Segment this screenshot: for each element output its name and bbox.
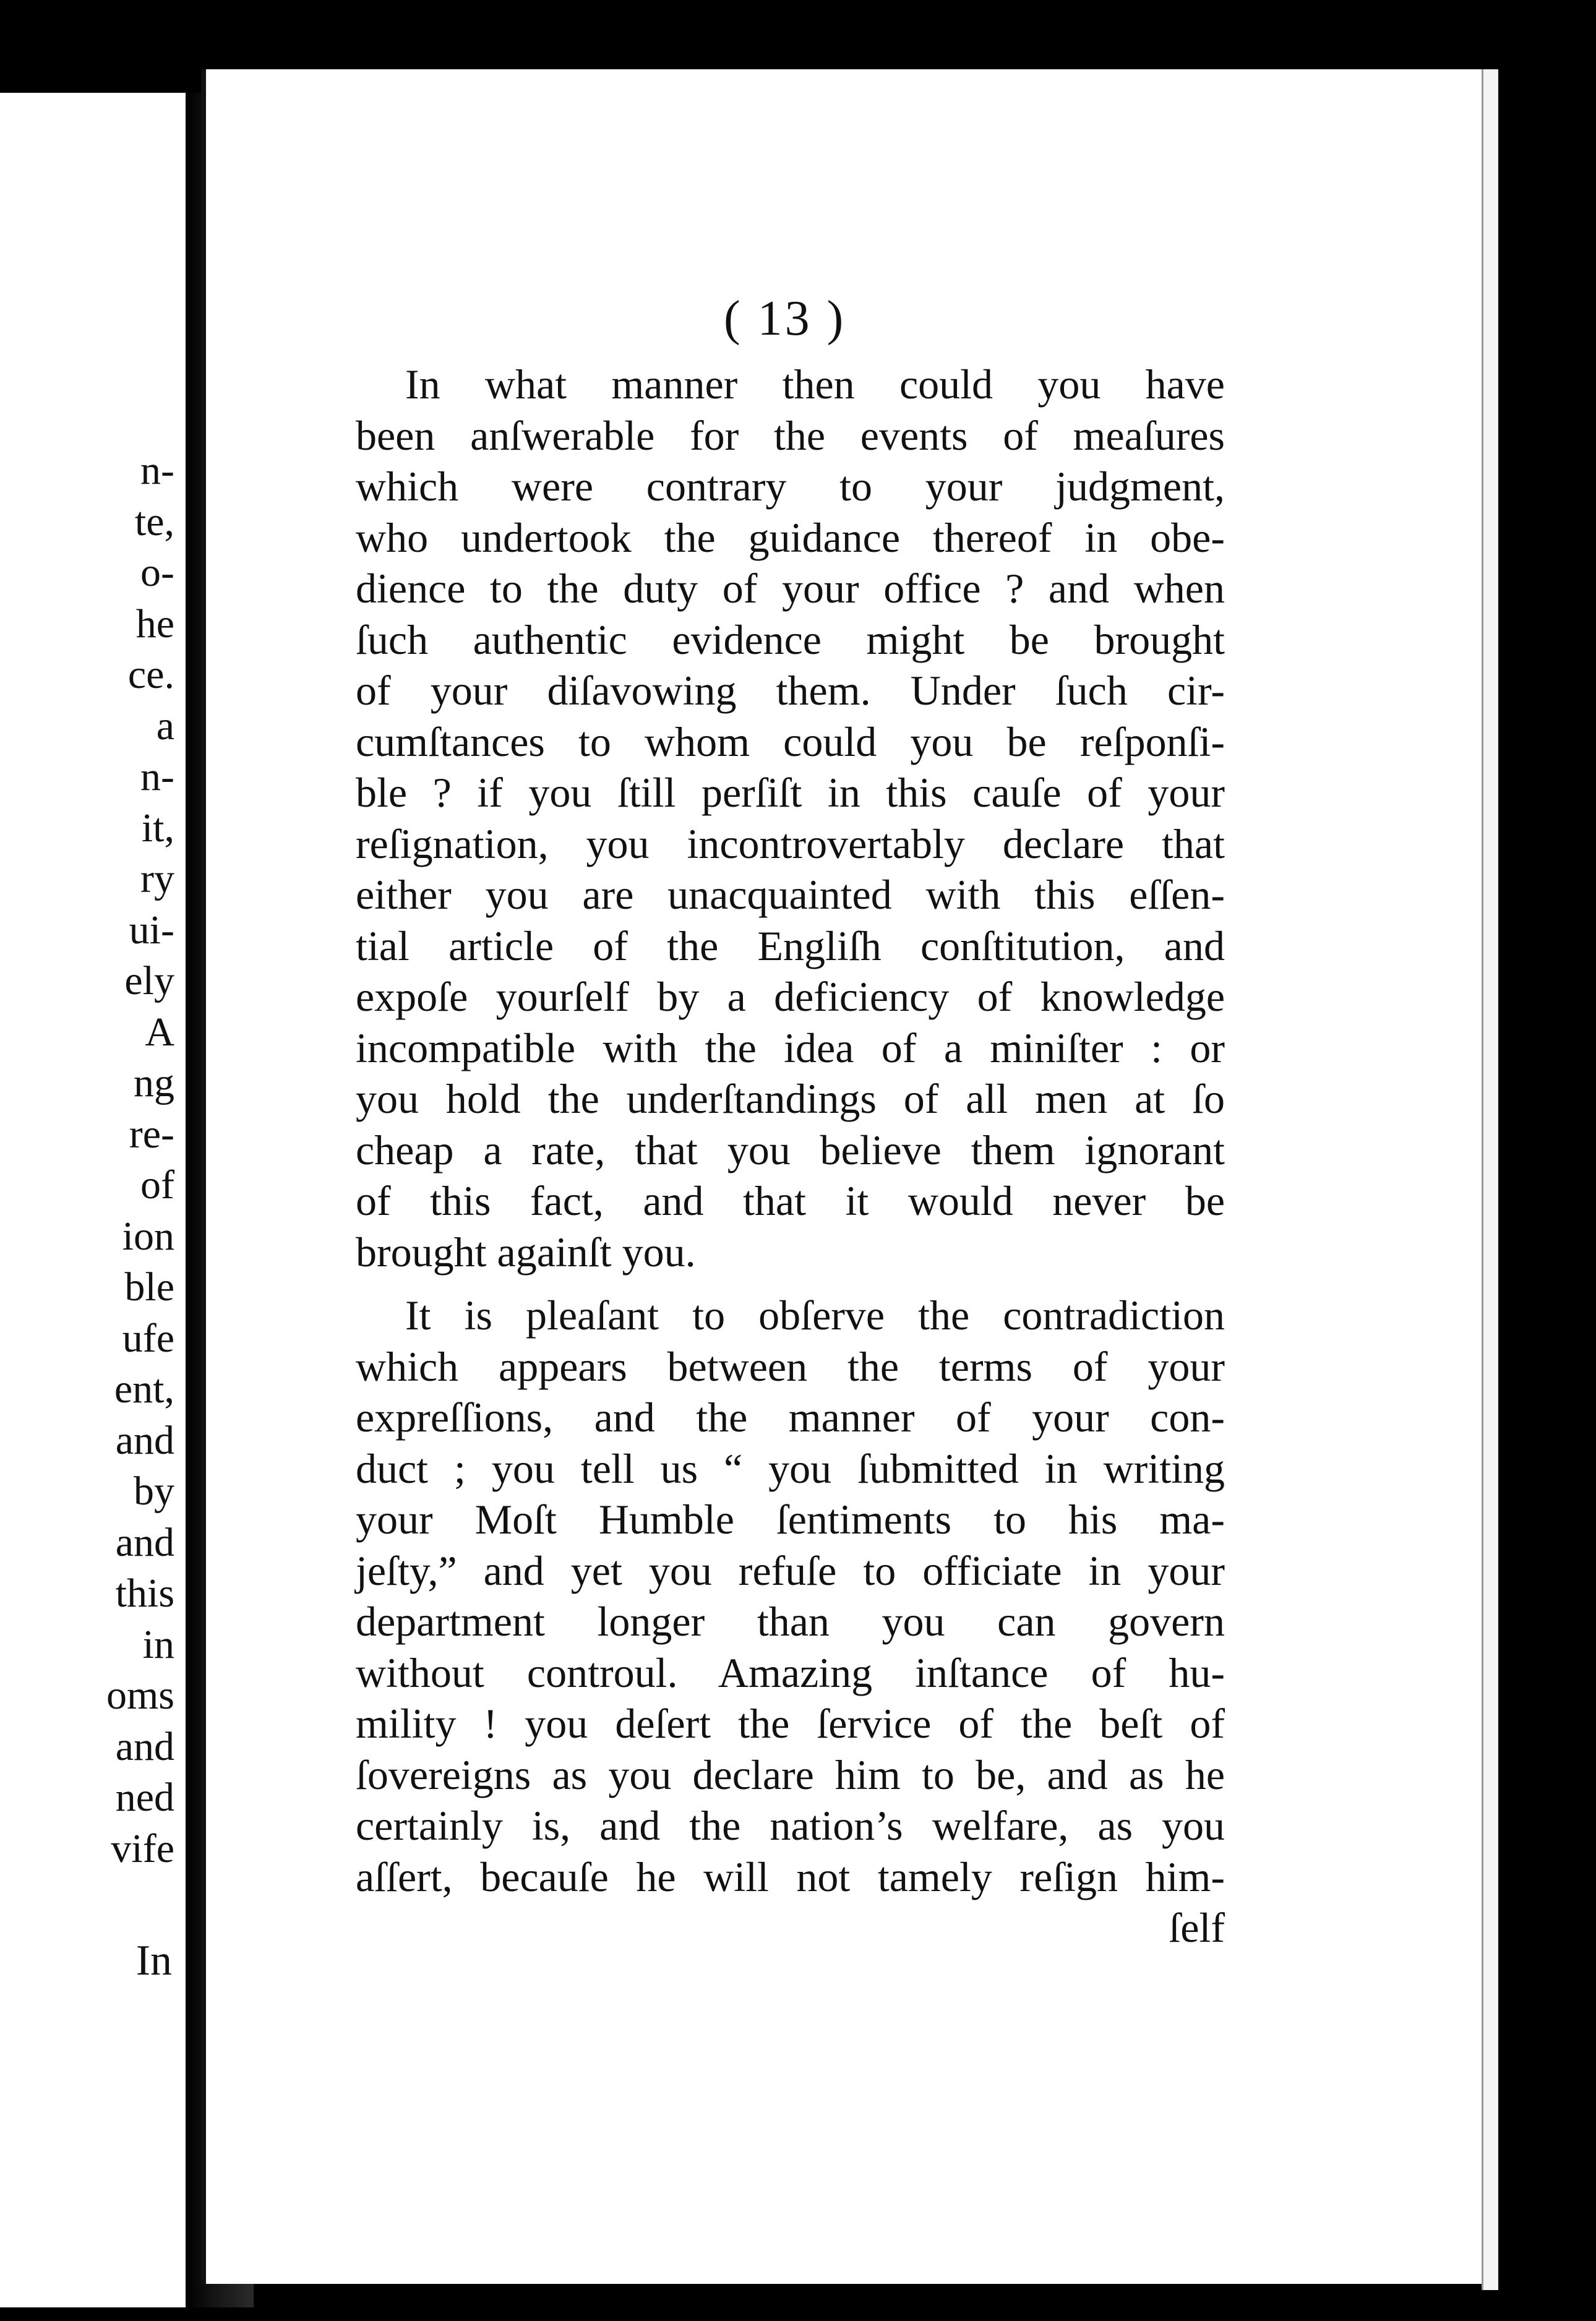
left-page-edge-text <box>106 445 174 1874</box>
left-edge-fragment: re- <box>129 1111 174 1157</box>
page-number: ( 13 ) <box>724 291 846 346</box>
text-line: tial article of the Engliſh conſtitution, and <box>356 922 1225 969</box>
text-line: mility ! you deſert the ſervice of the beſt of <box>356 1700 1225 1747</box>
text-line: brought againſt you. <box>356 1228 696 1276</box>
left-edge-fragment: and <box>115 1417 174 1463</box>
left-edge-fragment: ui- <box>129 907 174 953</box>
paragraph <box>356 1290 1225 1902</box>
text-line: department longer than you can govern <box>356 1598 1225 1645</box>
catchword: ſelf <box>1169 1904 1225 1951</box>
text-line: either you are unacquainted with this eſſen- <box>356 871 1225 918</box>
left-edge-fragment: and <box>115 1519 174 1565</box>
left-edge-fragment: vife <box>111 1825 174 1871</box>
left-edge-fragment: ng <box>134 1060 174 1105</box>
text-line: ſovereigns as you declare him to be, and as he <box>356 1751 1225 1798</box>
left-edge-fragment: ble <box>124 1264 174 1310</box>
left-edge-fragment: ufe <box>122 1315 174 1361</box>
left-edge-fragment: in <box>142 1621 174 1667</box>
left-edge-fragment: and <box>115 1723 174 1769</box>
text-line: who undertook the guidance thereof in obe- <box>356 513 1225 561</box>
text-line: certainly is, and the nation’s welfare, as you <box>356 1802 1225 1849</box>
left-edge-fragment: this <box>115 1571 174 1616</box>
left-page-catchword: In <box>135 1937 172 1984</box>
text-line: expreſſions, and the manner of your con- <box>356 1394 1225 1441</box>
left-edge-fragment: A <box>145 1009 174 1055</box>
left-edge-fragment: he <box>135 601 174 646</box>
text-line: which appears between the terms of your <box>356 1342 1225 1390</box>
text-line: cheap a rate, that you believe them ignorant <box>356 1126 1225 1173</box>
left-edge-fragment: ion <box>122 1213 174 1259</box>
text-line: In what manner then could you have <box>405 361 1225 408</box>
text-line: you hold the underſtandings of all men at ſo <box>356 1075 1225 1122</box>
left-edge-fragment: ely <box>124 958 174 1003</box>
paragraph <box>356 359 1225 1277</box>
text-line: of this fact, and that it would never be <box>356 1177 1225 1224</box>
text-line: without controul. Amazing inſtance of hu- <box>356 1649 1225 1696</box>
left-edge-fragment: n- <box>140 448 174 493</box>
text-line: which were contrary to your judgment, <box>356 463 1225 510</box>
left-edge-fragment: ned <box>115 1775 174 1820</box>
text-line: incompatible with the idea of a miniſter : or <box>356 1024 1225 1071</box>
left-edge-fragment: ce. <box>127 652 174 697</box>
left-edge-fragment: ry <box>140 856 174 901</box>
text-line: It is pleaſant to obſerve the contradiction <box>405 1292 1225 1339</box>
left-facing-page <box>0 93 186 2307</box>
text-line: cumſtances to whom could you be reſponſi- <box>356 718 1225 765</box>
left-edge-fragment: it, <box>141 805 174 851</box>
text-line: reſignation, you incontrovertably declare that <box>356 820 1225 867</box>
left-edge-fragment: n- <box>140 754 174 799</box>
left-edge-fragment: by <box>134 1469 174 1514</box>
text-line: your Moſt Humble ſentiments to his ma- <box>356 1496 1225 1543</box>
text-line: jeſty,” and yet you refuſe to officiate in your <box>356 1547 1225 1594</box>
left-edge-fragment: a <box>156 703 174 749</box>
left-edge-fragment: of <box>140 1162 174 1208</box>
text-line: ſuch authentic evidence might be brought <box>356 616 1225 663</box>
text-line: been anſwerable for the events of meaſures <box>356 411 1225 459</box>
text-line: ble ? if you ſtill perſiſt in this cauſe of your <box>356 769 1225 816</box>
text-line: expoſe yourſelf by a deficiency of knowledge <box>356 973 1225 1020</box>
text-line: duct ; you tell us “ you ſubmitted in writing <box>356 1444 1225 1492</box>
right-page-edge <box>1482 69 1498 2290</box>
left-edge-fragment: te, <box>134 499 174 544</box>
text-line: of your diſavowing them. Under ſuch cir- <box>356 667 1225 714</box>
text-line: aſſert, becauſe he will not tamely reſign him- <box>356 1853 1225 1900</box>
body-text <box>356 359 1225 1954</box>
left-edge-fragment: o- <box>140 550 174 595</box>
left-edge-fragment: ent, <box>114 1366 174 1412</box>
left-edge-fragment: oms <box>106 1673 174 1718</box>
text-line: dience to the duty of your office ? and when <box>356 565 1225 612</box>
